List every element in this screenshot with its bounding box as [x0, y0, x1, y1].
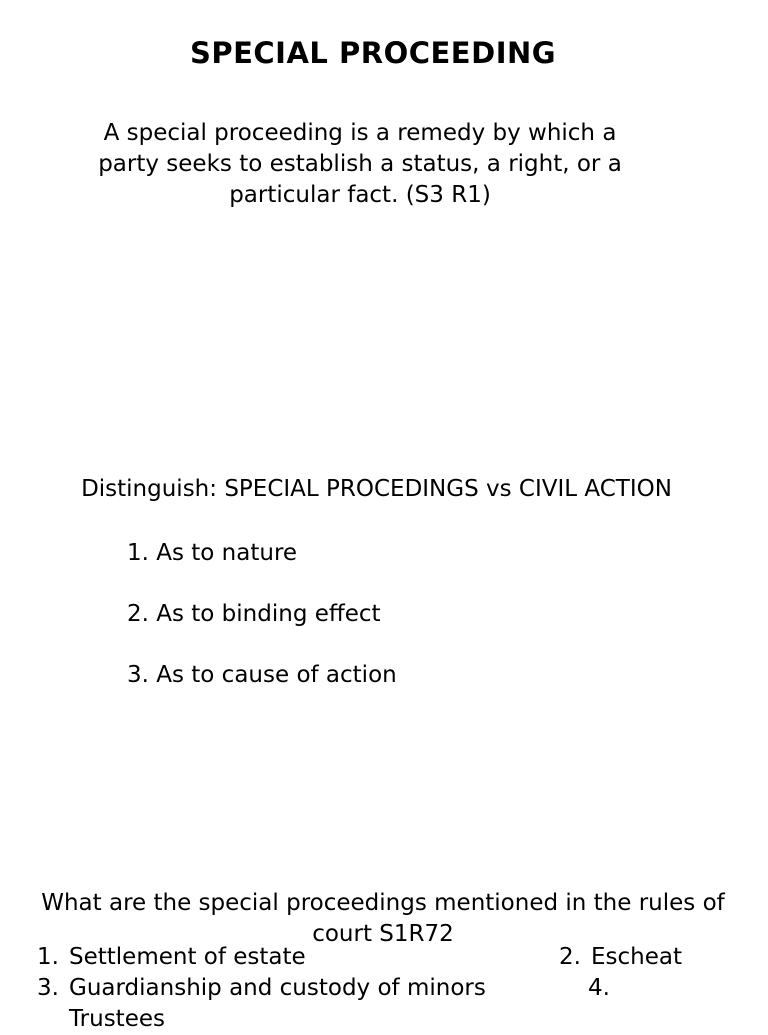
distinguish-list: [127, 538, 397, 721]
question-text: What are the special proceedings mentioned in the rules of court S1R72: [41, 890, 725, 947]
item-number: 2.: [559, 944, 581, 970]
item-label: Settlement of estate: [69, 944, 306, 970]
proceeding-item: [37, 973, 486, 1004]
proceeding-item: [559, 942, 682, 973]
proceeding-item: [37, 942, 306, 973]
list-item: 1. As to nature: [127, 540, 298, 566]
distinguish-heading: Distinguish: SPECIAL PROCEDINGS vs CIVIL ACTION: [81, 476, 672, 502]
definition-text: A special proceeding is a remedy by which a party seeks to establish a status, a right, or a particular fact. (S3 R1): [98, 120, 622, 208]
item-label: Guardianship and custody of minors: [69, 975, 486, 1001]
item-label: Trustees: [69, 1006, 165, 1032]
item-number: 1.: [37, 944, 59, 970]
list-item: 2. As to binding effect: [127, 601, 381, 627]
proceeding-item: [69, 1004, 165, 1035]
list-item: 3. As to cause of action: [127, 662, 397, 688]
item-number: 4.: [588, 975, 610, 1001]
item-number: 3.: [37, 975, 59, 1001]
item-label: Escheat: [591, 944, 683, 970]
page-title: SPECIAL PROCEEDING: [189, 36, 557, 70]
proceeding-item: [588, 973, 620, 1004]
